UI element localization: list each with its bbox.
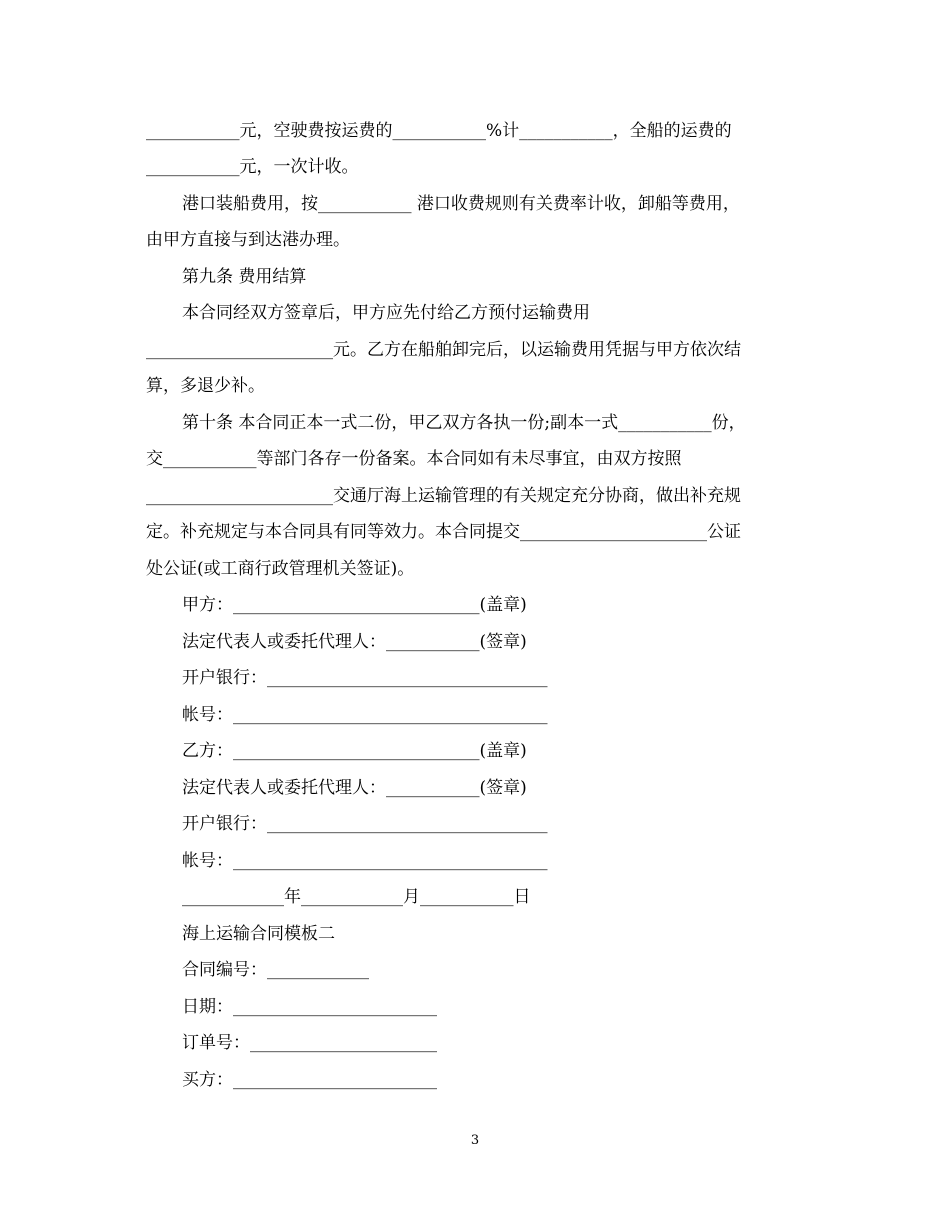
article-10-line-1: 第十条 本合同正本一式二份，甲乙双方各执一份;副本一式___________份， [182,413,746,433]
freight-line-1: ___________元，空驶费按运费的___________%计___________，全船的运费的 [146,121,732,141]
article-10-line-2: 交___________等部门各存一份备案。本合同如有未尽事宜，由双方按照 [146,449,682,469]
party-b-bank-line: 开户银行：_________________________________ [182,814,548,834]
buyer-line: 买方：________________________ [182,1070,437,1090]
party-b-representative-line: 法定代表人或委托代理人：___________(签章) [182,778,527,798]
signing-date-line: ____________年____________月___________日 [182,887,531,907]
page-number: 3 [470,1133,480,1148]
settlement-line-3: 算，多退少补。 [146,376,265,396]
settlement-line-2: ______________________元。乙方在船舶卸完后，以运输费用凭据与甲方依次结 [146,340,741,360]
loading-fee-line-1: 港口装船费用，按___________ 港口收费规则有关费率计收，卸船等费用， [182,194,740,214]
article-9-heading: 第九条 费用结算 [182,267,307,287]
template-2-title: 海上运输合同模板二 [182,924,335,944]
party-b-account-line: 帐号：_____________________________________ [182,851,548,871]
party-a-bank-line: 开户银行：_________________________________ [182,668,548,688]
date-line: 日期：________________________ [182,997,437,1017]
party-a-line: 甲方：_____________________________(盖章) [182,595,527,615]
freight-line-2: ___________元，一次计收。 [146,157,359,177]
contract-number-line: 合同编号：____________ [182,960,369,980]
settlement-line-1: 本合同经双方签章后，甲方应先付给乙方预付运输费用 [182,303,590,323]
party-a-account-line: 帐号：_____________________________________ [182,705,548,725]
loading-fee-line-2: 由甲方直接与到达港办理。 [146,230,350,250]
order-number-line: 订单号：______________________ [182,1033,437,1053]
article-10-line-4: 定。补充规定与本合同具有同等效力。本合同提交______________________公证 [146,522,741,542]
article-10-line-3: ______________________交通厅海上运输管理的有关规定充分协商，做出补充规 [146,486,741,506]
article-10-line-5: 处公证(或工商行政管理机关签证)。 [146,559,415,579]
party-b-line: 乙方：_____________________________(盖章) [182,741,527,761]
party-a-representative-line: 法定代表人或委托代理人：___________(签章) [182,632,527,652]
